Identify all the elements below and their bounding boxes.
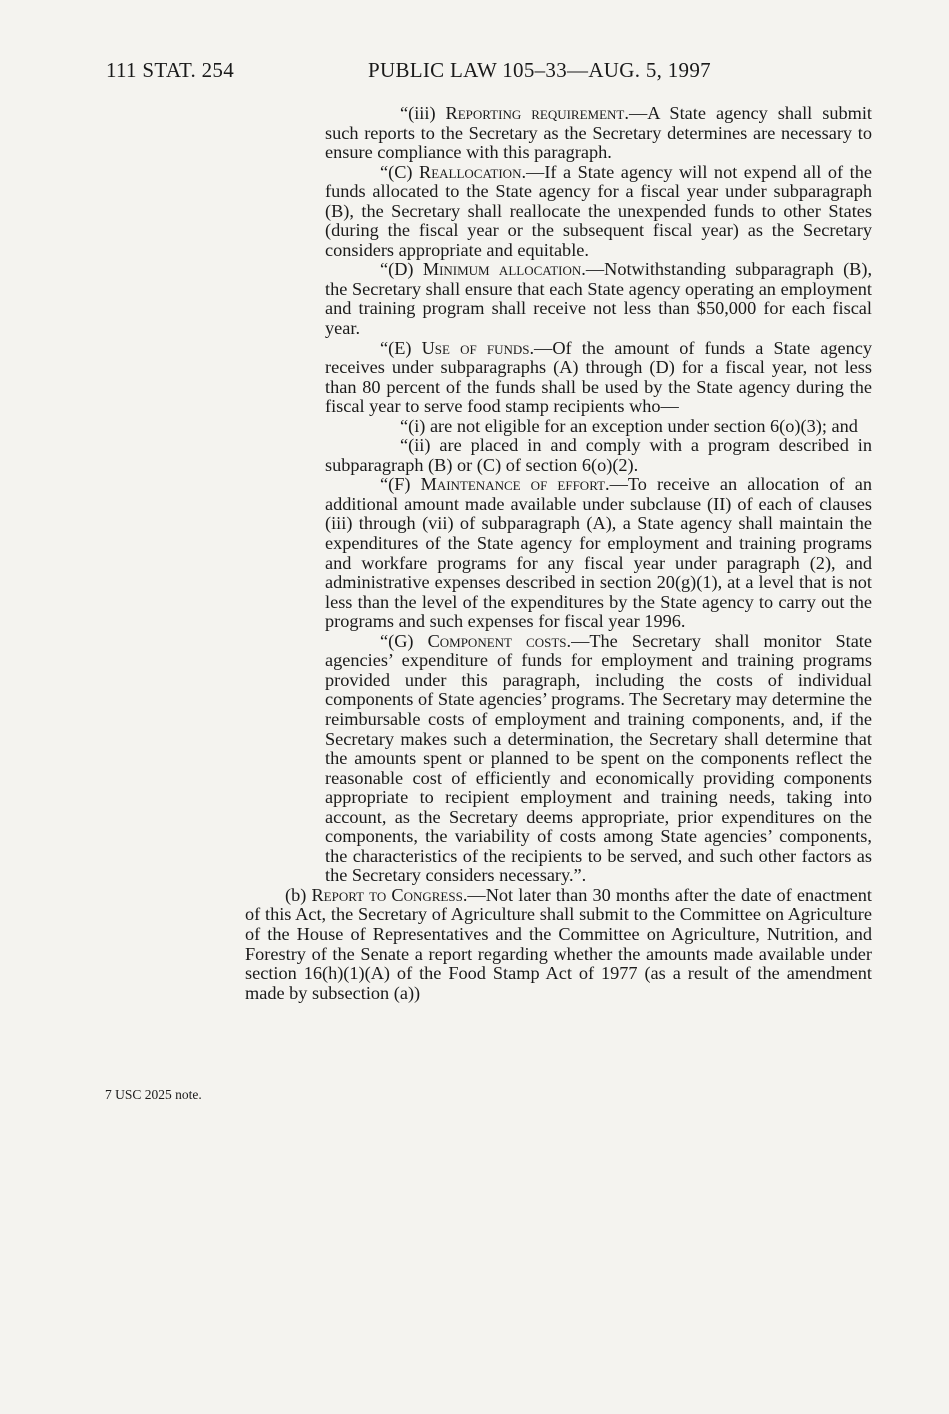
paragraph-heading: Reporting requirement xyxy=(445,103,625,123)
paragraph-text: .—The Secretary shall monitor State agencies’ expenditure of funds for employment and training programs provided under this paragraph, including the costs of individual components of State agencies’ programs. The Secretary may determine the reimbursable costs of employment and training components, and, if the Secretary makes such a determination, the Secretary shall determine that the amounts spent or planned to be spent on the components reflect the reasonable cost of efficiently and economically providing components appropriate to recipient employment and training needs, taking into account, as the Secretary deems appropriate, prior expenditures on the components, the variability of costs among State agencies’ components, the characteristics of the recipients to be served, and such other factors as the Secretary considers necessary.”. xyxy=(325,630,873,886)
page-title: PUBLIC LAW 105–33—AUG. 5, 1997 xyxy=(368,58,711,82)
subsection-b xyxy=(245,886,872,1003)
paragraph-heading: Report to Congress xyxy=(311,884,463,905)
paragraph-text: .—To receive an allocation of an additional amount made available under subclause (II) of each of clauses (iii) through (vii) of subparagraph (A), a State agency shall maintain the expenditures of the State agency for employment and training programs and workfare programs for any fiscal year under paragraph (2), and administrative expenses described in section 20(g)(1), at a level that is not less than the level of the expenditures by the State agency to carry out the programs and such expenses for fiscal year 1996. xyxy=(325,474,872,632)
paragraph-D xyxy=(245,260,872,338)
paragraph-heading: Minimum allocation xyxy=(422,259,582,280)
paragraph-text: .—Notwithstanding subparagraph (B), the Secretary shall ensure that each State agency operating an employment and training program shall receive not less than $50,000 for each fiscal year. xyxy=(325,259,873,339)
law-text xyxy=(245,104,872,1003)
paragraph-lead: “(G) xyxy=(380,630,428,651)
paragraph-text: .—Of the amount of funds a State agency receives under subparagraphs (A) through (D) for a fiscal year, not less than 80 percent of the funds shall be used by the State agency during the fiscal year to serve food stamp recipients who— xyxy=(325,337,872,417)
paragraph-heading: Reallocation xyxy=(419,161,522,182)
paragraph-E xyxy=(245,339,872,417)
paragraph-F xyxy=(245,475,872,631)
paragraph-lead: (b) xyxy=(285,884,312,905)
paragraph-lead: “(D) xyxy=(380,259,423,280)
paragraph-lead: “(C) xyxy=(380,161,419,182)
paragraph-text: .—Not later than 30 months after the date of enactment of this Act, the Secretary of Agriculture shall submit to the Committee on Agriculture of the House of Representatives and the Committee on Agriculture, Nutrition, and Forestry of the Senate a report regarding whether the amounts made available under section 16(h)(1)(A) of the Food Stamp Act of 1977 (as a result of the amendment made by subsection (a)) xyxy=(245,884,872,1003)
paragraph-lead: “(iii) xyxy=(400,103,446,123)
paragraph-iii xyxy=(245,104,872,163)
paragraph-text: .—If a State agency will not expend all of the funds allocated to the State agency for a fiscal year under subparagraph (B), the Secretary shall reallocate the unexpended funds to other States (during the fiscal year or the subsequent fiscal year) as the Secretary considers appropriate and equitable. xyxy=(325,161,872,260)
clause-E-ii: “(ii) are placed in and comply with a program described in subparagraph (B) or (C) of section 6(o)(2). xyxy=(325,435,872,475)
paragraph-heading: Maintenance of effort xyxy=(420,474,606,495)
paragraph-heading: Component costs xyxy=(427,630,567,651)
clause-E-i: “(i) are not eligible for an exception under section 6(o)(3); and xyxy=(400,415,858,436)
paragraph-text: .—A State agency shall submit such reports to the Secretary as the Secretary determines are necessary to ensure compliance with this paragraph. xyxy=(325,103,872,163)
statute-page-number: 111 STAT. 254 xyxy=(106,58,235,82)
margin-citation-note: 7 USC 2025 note. xyxy=(105,1087,202,1102)
paragraph-G xyxy=(245,632,872,886)
paragraph-heading: Use of funds xyxy=(421,337,530,358)
paragraph-C xyxy=(245,163,872,261)
paragraph-lead: “(E) xyxy=(380,337,422,358)
paragraph-lead: “(F) xyxy=(380,474,421,495)
